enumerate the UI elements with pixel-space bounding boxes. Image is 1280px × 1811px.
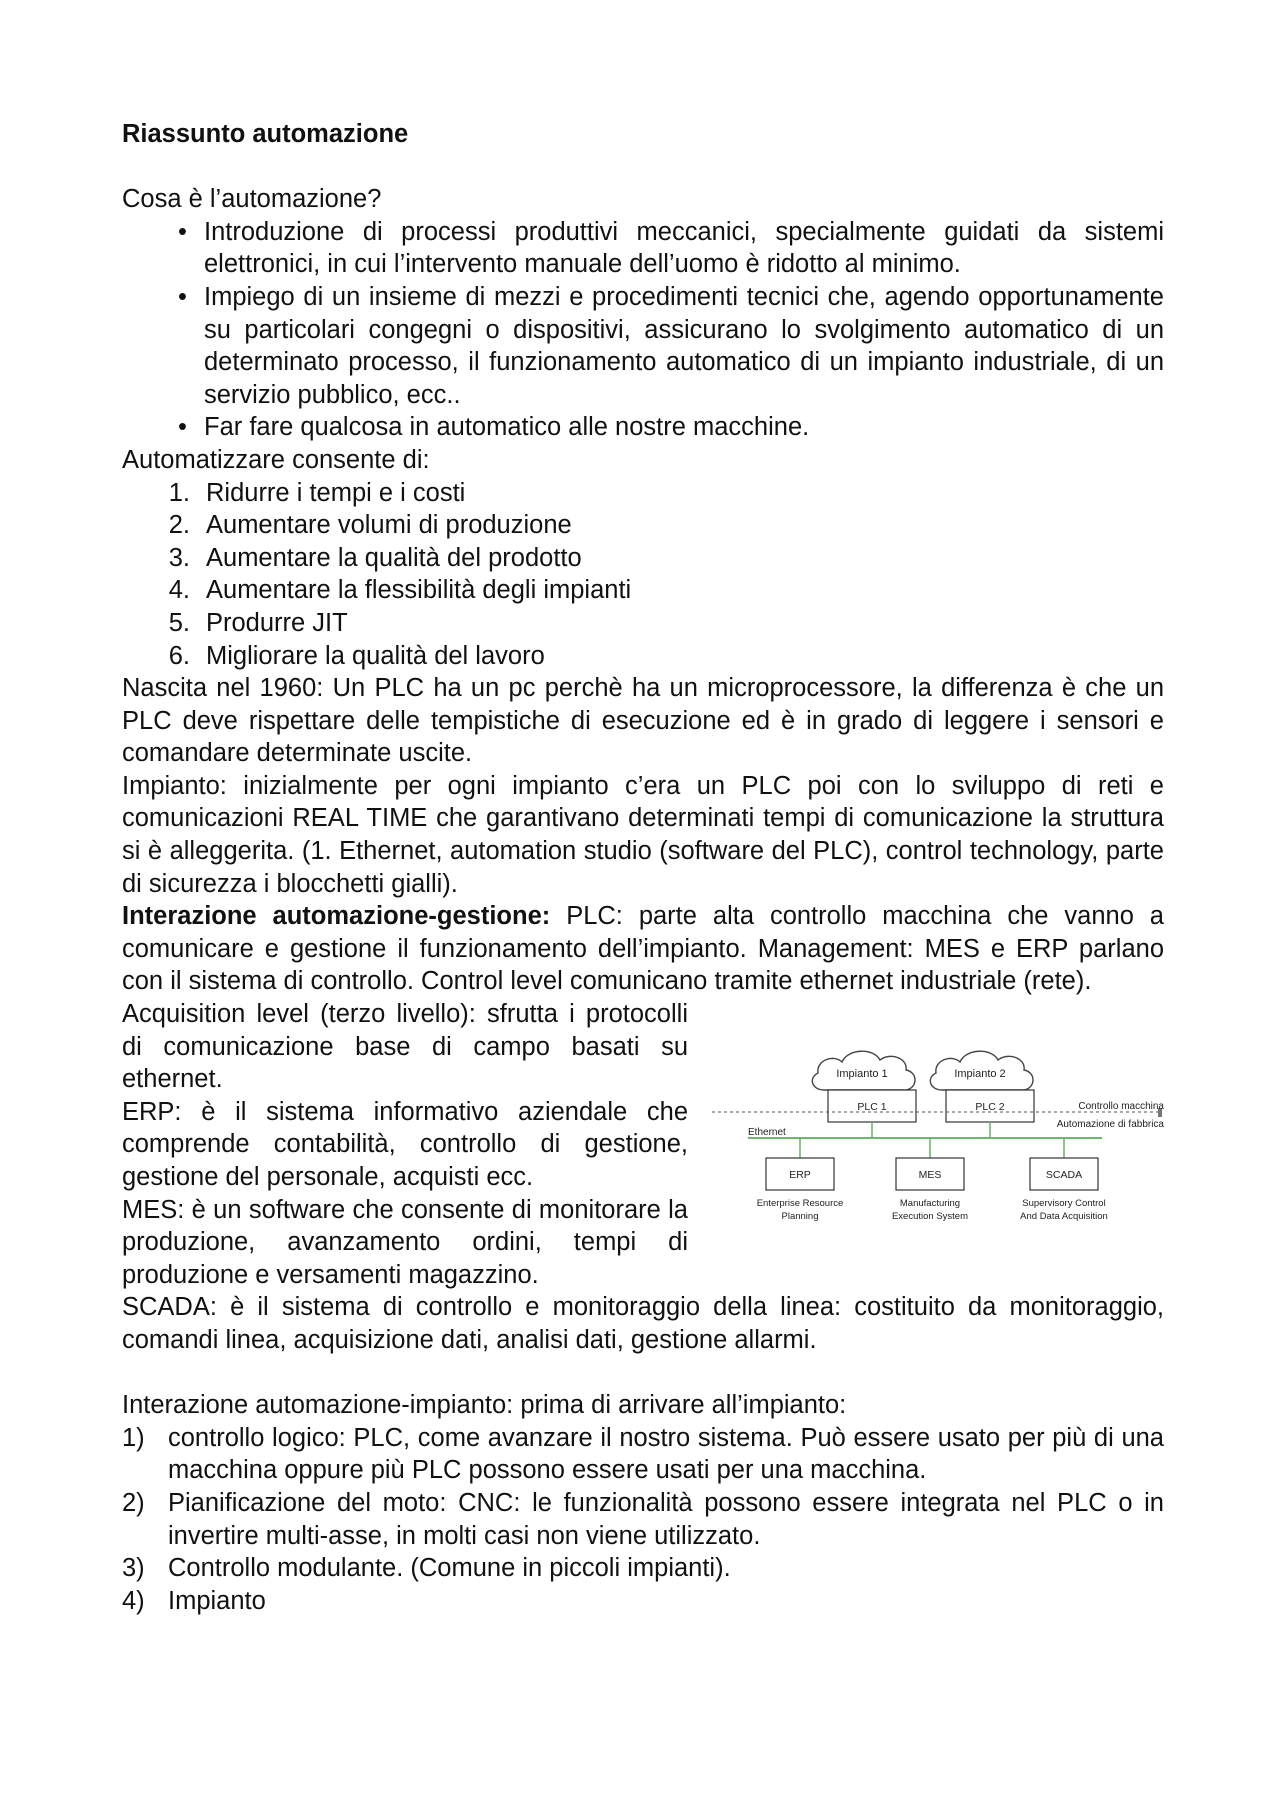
spacer [122, 1357, 1164, 1390]
plc-1-label: PLC 1 [857, 1101, 887, 1114]
mes-sublabel: Manufacturing [899, 1198, 961, 1210]
paragraph-acquisition: Acquisition level (terzo livello): sfrutta i protocolli di comunicazione base di campo basati su ethernet. [122, 1000, 688, 1094]
question-heading: Cosa è l’automazione? [122, 185, 382, 214]
bullet-icon: • [178, 413, 187, 442]
list-item: 5. Produrre JIT [168, 608, 348, 637]
list-item: 2. Aumentare volumi di produzione [168, 511, 572, 540]
cloud-label-impianto-1: Impianto 1 [836, 1068, 888, 1081]
scada-sublabel: Supervisory Control [1022, 1198, 1106, 1210]
benefits-intro: Automatizzare consente di: [122, 445, 430, 474]
levels-text-column [122, 998, 688, 1291]
controllo-macchina-label: Controllo macchina [1078, 1101, 1164, 1113]
automazione-fabbrica-label: Automazione di fabbrica [1056, 1119, 1164, 1131]
cloud-label-impianto-2: Impianto 2 [954, 1068, 1006, 1081]
document-page [122, 118, 1164, 1617]
impianto-steps-list [122, 1422, 1164, 1618]
levels-section [122, 998, 1164, 1291]
bullet-icon: • [178, 282, 187, 311]
list-item: 4. Aumentare la flessibilità degli impianti [168, 576, 632, 605]
list-item: 4) Impianto [122, 1586, 266, 1615]
list-item: 3. Aumentare la qualità del prodotto [168, 543, 582, 572]
ethernet-label: Ethernet [748, 1127, 786, 1139]
spacer [122, 151, 1164, 184]
paragraph-erp: ERP: è il sistema informativo aziendale che comprende contabilità, controllo di gestione, gestione del personale, acquisti ecc. [122, 1097, 688, 1191]
list-item: 1. Ridurre i tempi e i costi [168, 478, 466, 507]
bullet-icon: • [178, 217, 187, 246]
paragraph-scada: SCADA: è il sistema di controllo e monitoraggio della linea: costituito da monitoraggio, comandi linea, acquisizione dati, analisi dati, gestione allarmi. [122, 1293, 1164, 1354]
mes-sublabel: Execution System [891, 1211, 969, 1223]
erp-label: ERP [789, 1169, 811, 1182]
list-item: 1) controllo logico: PLC, come avanzare il nostro sistema. Può essere usato per più di una macchina oppure più PLC possono essere usati per una macchina. [122, 1423, 1164, 1485]
erp-sublabel: Enterprise Resource [756, 1198, 844, 1210]
list-item: 3) Controllo modulante. (Comune in piccoli impianti). [122, 1554, 731, 1583]
paragraph-interazione-gestione: Interazione automazione-gestione: PLC: parte alta controllo macchina che vanno a comunicare e gestione il funzionamento dell’impianto. Management: MES e ERP parlano con il sistema di controllo. Control level comunicano tramite ethernet industriale (rete). [122, 902, 1164, 996]
list-item: 6. Migliorare la qualità del lavoro [168, 641, 545, 670]
impianto-intro: Interazione automazione-impianto: prima di arrivare all’impianto: [122, 1391, 847, 1420]
document-title: Riassunto automazione [122, 120, 409, 148]
definition-list [122, 216, 1164, 444]
plc-2-label: PLC 2 [975, 1101, 1005, 1114]
scada-label: SCADA [1045, 1169, 1083, 1182]
scada-sublabel: And Data Acquisition [1020, 1211, 1108, 1223]
bold-label: Interazione automazione-gestione: [122, 902, 551, 931]
list-item: • Introduzione di processi produttivi meccanici, specialmente guidati da sistemi elettronici, in cui l’intervento manuale dell’uomo è ridotto al minimo. [178, 217, 1164, 279]
list-item: 2) Pianificazione del moto: CNC: le funzionalità possono essere integrata nel PLC o in invertire multi-asse, in molti casi non viene utilizzato. [122, 1488, 1164, 1550]
mes-label: MES [918, 1169, 942, 1182]
benefits-list [122, 477, 1164, 673]
paragraph-nascita: Nascita nel 1960: Un PLC ha un pc perchè ha un microprocessore, la differenza è che un PLC deve rispettare delle tempistiche di esecuzione ed è in grado di leggere i sensori e comandare determinate uscite. [122, 674, 1164, 768]
paragraph-mes: MES: è un software che consente di monitorare la produzione, avanzamento ordini, tempi di produzione e versamenti magazzino. [122, 1195, 688, 1289]
list-item: • Impiego di un insieme di mezzi e procedimenti tecnici che, agendo opportunamente su particolari congegni o dispositivi, assicurano lo svolgimento automatico di un determinato processo, il funzionamento automatico di un impianto industriale, di un servizio pubblico, ecc.. [178, 282, 1164, 409]
list-item: • Far fare qualcosa in automatico alle nostre macchine. [178, 411, 1164, 444]
erp-sublabel: Planning [781, 1211, 819, 1223]
architecture-diagram [712, 1040, 1164, 1258]
paragraph-impianto: Impianto: inizialmente per ogni impianto c’era un PLC poi con lo sviluppo di reti e comunicazioni REAL TIME che garantivano determinati tempi di comunicazione la struttura si è alleggerita. (1. Ethernet, automation studio (software del PLC), control technology, parte di sicurezza i blocchetti gialli). [122, 771, 1164, 898]
